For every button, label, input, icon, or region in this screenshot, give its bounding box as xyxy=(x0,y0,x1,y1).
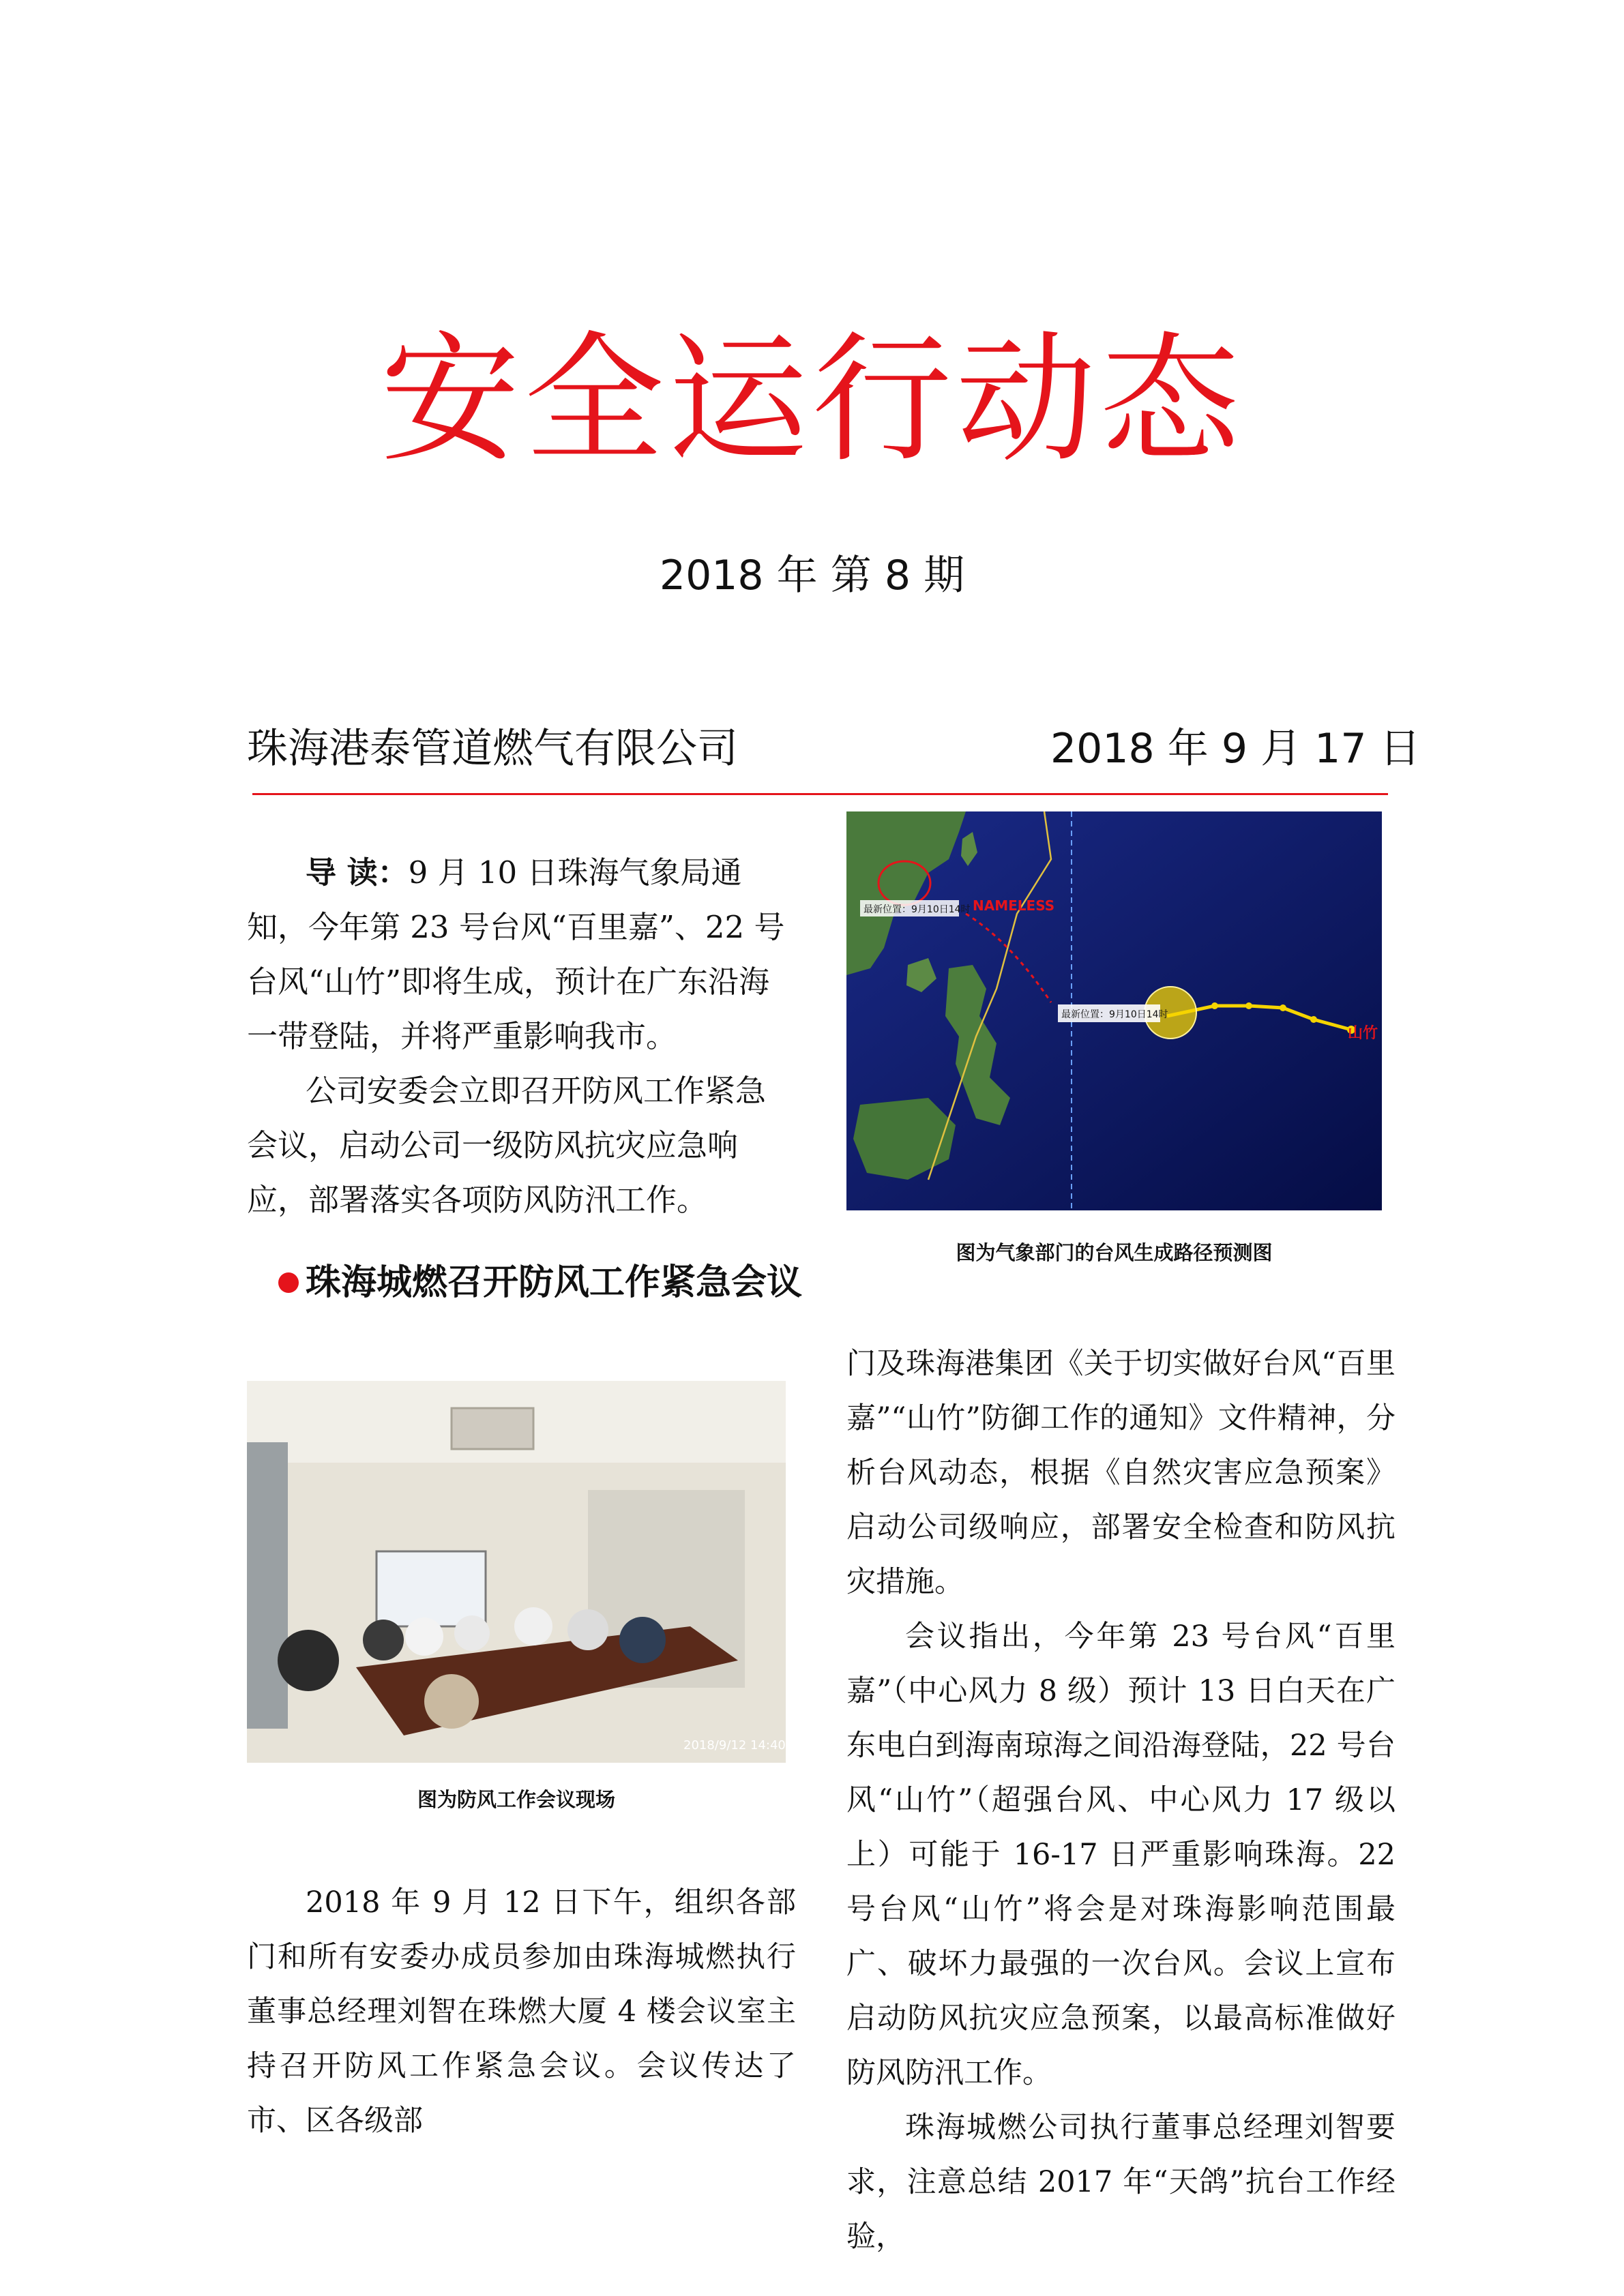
map-caption: 图为气象部门的台风生成路径预测图 xyxy=(956,1241,1273,1264)
attendee xyxy=(567,1609,608,1650)
ceiling-vent xyxy=(452,1408,533,1449)
attendee xyxy=(454,1615,490,1651)
track-point xyxy=(1245,1002,1252,1009)
section-heading-text: 珠海城燃召开防风工作紧急会议 xyxy=(306,1262,803,1303)
track-point xyxy=(1310,1016,1317,1023)
page-title: 安全运行动态 xyxy=(380,319,1244,481)
attendee xyxy=(424,1674,479,1729)
intro-lead-label: 导 读： xyxy=(306,854,409,891)
window-frame xyxy=(247,1442,288,1729)
company-name: 珠海港泰管道燃气有限公司 xyxy=(247,725,738,773)
meeting-photo xyxy=(247,1381,786,1763)
body-paragraph: 会议指出，今年第 23 号台风“百里嘉”（中心风力 8 级）预计 13 日白天在广东电白到海南琼海之间沿海登陆，22 号台风“山竹”（超强台风、中心风力 17 级以上）可能于 16-17 日严重影响珠海。22 号台风“山竹”将会是对珠海影响范围最广、破坏力最强的一次台风。会议上宣布启动防风抗灾应急预案，以最高标准做好防风防汛工作。 xyxy=(846,1620,1396,2090)
typhoon-track-map xyxy=(846,811,1382,1210)
intro-lead xyxy=(247,846,796,1064)
intro-lead-text: 9 月 10 日珠海气象局通知，今年第 23 号台风“百里嘉”、22 号台风“山竹”即将生成，预计在广东沿海一带登陆，并将严重影响我市。 xyxy=(247,854,785,1054)
track-point xyxy=(1280,1004,1286,1011)
nameless-label: NAMELESS xyxy=(973,897,1055,914)
intro-block xyxy=(247,846,796,1227)
attendee xyxy=(363,1620,404,1660)
projection-screen xyxy=(377,1551,486,1626)
latest-position-label-2: 最新位置：9月10日14时 xyxy=(1061,1009,1168,1020)
attendee xyxy=(278,1630,339,1691)
photo-timestamp: 2018/9/12 14:40 xyxy=(683,1738,786,1753)
body-paragraph: 门及珠海港集团《关于切实做好台风“百里嘉”“山竹”防御工作的通知》文件精神，分析台风动态，根据《自然灾害应急预案》启动公司级响应，部署安全检查和防风抗灾措施。 xyxy=(846,1347,1396,1599)
left-column xyxy=(247,1875,796,2148)
body-paragraph: 珠海城燃公司执行董事总经理刘智要求，注意总结 2017 年“天鸽”抗台工作经验， xyxy=(846,2111,1396,2254)
latest-position-label-1: 最新位置：9月10日14时 xyxy=(863,904,971,915)
intro-paragraph-2: 公司安委会立即召开防风工作紧急会议，启动公司一级防风抗灾应急响应，部署落实各项防风防汛工作。 xyxy=(247,1073,767,1218)
shanzhu-label: 山竹 xyxy=(1348,1025,1378,1042)
bullet-dot-icon xyxy=(278,1272,299,1293)
body-paragraph: 2018 年 9 月 12 日下午，组织各部门和所有安委办成员参加由珠海城燃执行董事总经理刘智在珠燃大厦 4 楼会议室主持召开防风工作紧急会议。会议传达了市、区各级部 xyxy=(247,1885,796,2138)
header-divider xyxy=(252,793,1388,795)
photo-caption: 图为防风工作会议现场 xyxy=(417,1788,615,1811)
meeting-photo-graphic xyxy=(247,1381,786,1763)
typhoon-map-graphic xyxy=(846,811,1382,1210)
attendee xyxy=(405,1617,443,1656)
right-column xyxy=(846,1337,1396,2264)
section-heading xyxy=(278,1262,802,1304)
attendee xyxy=(619,1617,666,1663)
publish-date: 2018 年 9 月 17 日 xyxy=(1050,725,1421,773)
track-point xyxy=(1211,1002,1218,1009)
issue-number: 2018 年 第 8 期 xyxy=(659,552,965,599)
attendee xyxy=(514,1607,552,1645)
